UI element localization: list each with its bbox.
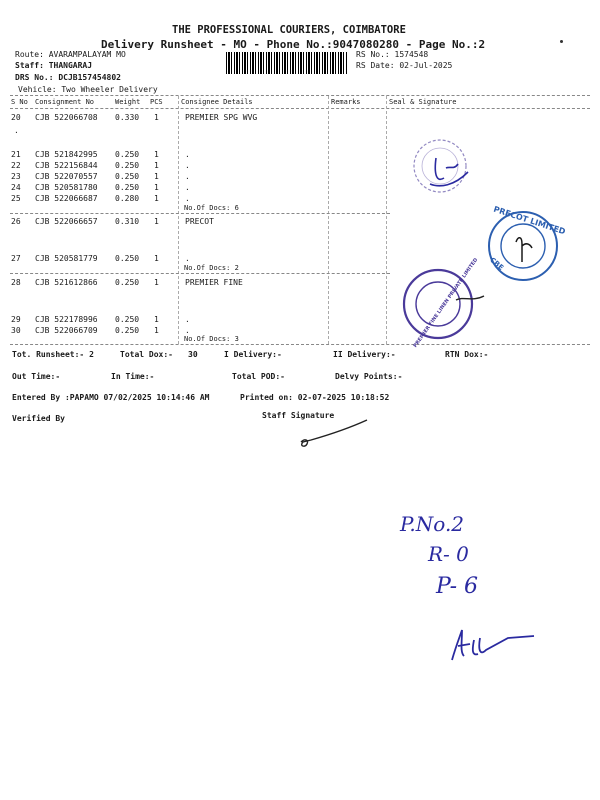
row-weight: 0.250 [115,278,140,287]
premier-stamp-text: PREMIER FINE LINEN PRIVATE LIMITED [412,257,480,349]
row-details: PREMIER SPG WVG [185,113,258,122]
row-sno: 24 [11,183,21,192]
table-top-rule [10,95,590,96]
ii-delivery: II Delivery:- [333,350,396,359]
row-sno: 22 [11,161,21,170]
total-dox-value: 30 [188,350,198,359]
row-consignment: CJB 522070557 [35,172,98,181]
in-time: In Time:- [111,372,155,381]
row-details: . [185,194,190,203]
handwritten-r: R- 0 [428,542,469,566]
col-weight: Weight [115,98,141,106]
row-consignment: CJB 521612866 [35,278,98,287]
row-pcs: 1 [154,113,159,122]
i-delivery: I Delivery:- [224,350,282,359]
row-details: . [185,161,190,170]
row-pcs: 1 [154,278,159,287]
col-remarks: Remarks [331,98,361,106]
row-details: . [185,254,190,263]
table-header-rule [10,108,590,109]
seal-signature-1 [410,128,480,198]
row-pcs: 1 [154,194,159,203]
docs-count: No.Of Docs: 3 [184,335,239,343]
row-pcs: 1 [154,172,159,181]
row-consignment: CJB 522178996 [35,315,98,324]
row-details: PRECOT [185,217,214,226]
drs-no-text: DRS No.: DCJB157454802 [15,73,121,82]
row-details: . [185,326,190,335]
row-sno: 28 [11,278,21,287]
precot-stamp-text: PRECOT LIMITED [492,204,567,237]
printed-on: Printed on: 02-07-2025 10:18:52 [240,393,390,402]
row-pcs: 1 [154,150,159,159]
row-sno: 29 [11,315,21,324]
row-sno: 25 [11,194,21,203]
table-bottom-rule [10,344,590,345]
row-details: . [185,315,190,324]
precot-stamp-city: CBE [488,256,506,272]
row-consignment: CJB 522066709 [35,326,98,335]
col-seal: Seal & Signature [389,98,457,106]
staff-text: Staff: THANGARAJ [15,61,93,70]
staff-signature-mark [295,418,375,452]
col-divider [386,96,387,344]
group-rule [10,213,390,214]
row-sno: 27 [11,254,21,263]
row-pcs: 1 [154,183,159,192]
row-details: PREMIER FINE [185,278,243,287]
row-consignment: CJB 522066708 [35,113,98,122]
barcode [226,52,348,74]
row-details: . [185,183,190,192]
row-weight: 0.250 [115,326,140,335]
row-consignment: CJB 521842995 [35,150,98,159]
group-rule [10,273,390,274]
tot-runsheet: Tot. Runsheet:- 2 [12,350,94,359]
row-pcs: 1 [154,217,159,226]
row-consignment: CJB 522066657 [35,217,98,226]
entered-by: Entered By :PAPAMO 07/02/2025 10:14:46 AM [12,393,210,402]
route-text: Route: AVARAMPALAYAM MO [15,50,126,59]
row-pcs: 1 [154,326,159,335]
col-consignee: Consignee Details [181,98,253,106]
row-details: . [185,172,190,181]
col-divider [178,96,179,344]
row-weight: 0.330 [115,113,140,122]
row-weight: 0.250 [115,172,140,181]
row-details: . [185,150,190,159]
verified-by: Verified By [12,414,65,423]
col-divider [328,96,329,344]
total-pod: Total POD:- [232,372,285,381]
row-sno: 26 [11,217,21,226]
runsheet-subtitle: Delivery Runsheet - MO - Phone No.:9047080280 - Page No.:2 [101,38,486,51]
handwritten-signature [448,626,538,666]
row-weight: 0.310 [115,217,140,226]
rs-no-text: RS No.: 1574548 [356,50,429,59]
delvy-points: Delvy Points:- [335,372,403,381]
rs-date-text: RS Date: 02-Jul-2025 [356,61,453,70]
row-pcs: 1 [154,161,159,170]
row-consignment: CJB 522156844 [35,161,98,170]
rtn-dox: RTN Dox:- [445,350,489,359]
total-dox-label: Total Dox:- [120,350,173,359]
row-dot: . [14,126,19,135]
col-consignment: Consignment No [35,98,95,106]
row-weight: 0.250 [115,315,140,324]
row-weight: 0.280 [115,194,140,203]
row-pcs: 1 [154,315,159,324]
row-weight: 0.250 [115,161,140,170]
staff-signature-label: Staff Signature [262,411,335,420]
row-weight: 0.250 [115,254,140,263]
row-consignment: CJB 520581780 [35,183,98,192]
out-time: Out Time:- [12,372,61,381]
row-sno: 30 [11,326,21,335]
row-consignment: CJB 520581779 [35,254,98,263]
docs-count: No.Of Docs: 2 [184,264,239,272]
docs-count: No.Of Docs: 6 [184,204,239,212]
company-title: THE PROFESSIONAL COURIERS, COIMBATORE [172,24,406,36]
corner-dot [560,40,563,43]
vehicle-text: Vehicle: Two Wheeler Delivery [18,85,158,94]
row-pcs: 1 [154,254,159,263]
row-weight: 0.250 [115,150,140,159]
row-sno: 21 [11,150,21,159]
handwritten-page-no: P.No.2 [400,512,465,536]
col-pcs: PCS [150,98,163,106]
row-sno: 20 [11,113,21,122]
row-weight: 0.250 [115,183,140,192]
handwritten-p: P- 6 [436,574,479,599]
col-sno: S No [11,98,28,106]
row-sno: 23 [11,172,21,181]
row-consignment: CJB 522066687 [35,194,98,203]
